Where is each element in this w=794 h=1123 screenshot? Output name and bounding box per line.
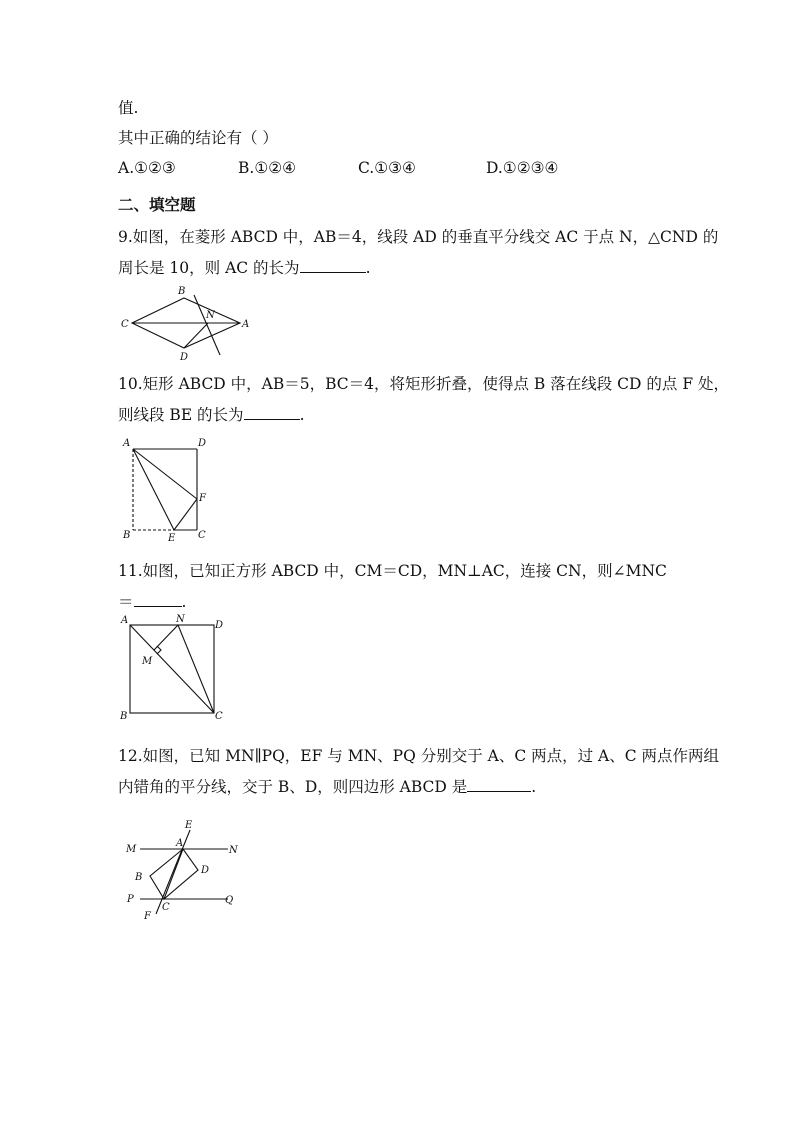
q12-label-b: B [135,872,143,883]
q9-text-suffix: . [365,259,371,277]
q9-answer-blank [300,258,366,273]
q11-text-line2 [118,592,186,612]
q11-segment-nc [178,625,214,713]
option-b: B.①②④ [238,159,297,177]
q12-label-f: F [144,911,151,922]
q9-label-d: D [180,352,189,363]
q11-answer-blank [134,592,182,607]
q11-label-n: N [176,614,185,625]
q12-parallel-lines-figure [118,818,248,928]
section-title: 二、填空题 [118,195,196,214]
q12-label-a: A [176,838,184,849]
q9-text-line2 [118,258,371,278]
q9-label-a: A [242,319,250,330]
q10-text-prefix: 则线段 BE 的长为 [118,406,244,424]
q9-label-c: C [121,319,129,330]
q10-answer-blank [244,405,300,420]
q11-label-a: A [121,615,129,626]
q12-label-n: N [229,845,238,856]
q11-text-prefix: ＝ [118,593,134,611]
q11-label-c: C [215,711,223,722]
q10-label-a: A [123,438,131,449]
q11-diagonal-ac [130,625,214,713]
q9-perpendicular-bisector [194,295,220,355]
q11-text-line1: 11.如图，已知正方形 ABCD 中，CM＝CD，MN⊥AC，连接 CN，则∠MNC [118,562,667,580]
q10-label-f: F [199,493,206,504]
q10-label-d: D [198,438,207,449]
q9-rhombus-figure [118,285,268,365]
q10-rectangle-figure [118,435,228,545]
q12-text-line2 [118,777,536,797]
q10-label-b: B [123,530,131,541]
q11-right-angle-mark [157,646,161,654]
q12-text-prefix: 内错角的平分线，交于 B、D，则四边形 ABCD 是 [118,778,468,796]
option-a: A.①②③ [118,159,176,177]
option-d: D.①②③④ [486,159,559,177]
option-c: C.①③④ [358,159,416,177]
q12-label-q: Q [225,895,234,906]
q9-text-prefix: 周长是 10，则 AC 的长为 [118,259,300,277]
q10-text-line1: 10.矩形 ABCD 中，AB＝5，BC＝4，将矩形折叠，使得点 B 落在线段 CD 的点 F 处， [118,375,730,393]
conclusion-question: 其中正确的结论有（ ） [118,129,278,147]
q11-text-suffix: . [181,593,187,611]
q10-segment-af [133,449,197,499]
q9-label-b: B [178,286,186,297]
q9-text-line1: 9.如图，在菱形 ABCD 中，AB＝4，线段 AD 的垂直平分线交 AC 于点 N，△CND 的 [118,228,719,246]
q12-label-c: C [162,902,170,913]
q10-label-e: E [168,533,176,544]
q9-label-n: N [206,310,215,321]
q9-segment-nd [184,323,208,348]
q10-text-line2 [118,405,305,425]
q12-label-e: E [185,820,193,831]
q11-label-m: M [142,656,153,667]
q12-text-suffix: . [531,778,537,796]
q11-square-figure [118,612,238,724]
q10-label-c: C [198,530,206,541]
q11-label-b: B [120,711,128,722]
q12-label-m: M [126,844,137,855]
q12-label-p: P [127,894,134,905]
continuation-text: 值. [118,99,139,117]
q12-answer-blank [467,777,531,792]
q10-segment-fe [174,499,197,530]
q10-text-suffix: . [299,406,305,424]
q10-fold-ae [133,449,174,530]
q11-label-d: D [215,620,224,631]
q12-label-d: D [201,865,210,876]
q12-text-line1: 12.如图，已知 MN∥PQ，EF 与 MN、PQ 分别交于 A、C 两点，过 A、C 两点作两组 [118,747,720,765]
